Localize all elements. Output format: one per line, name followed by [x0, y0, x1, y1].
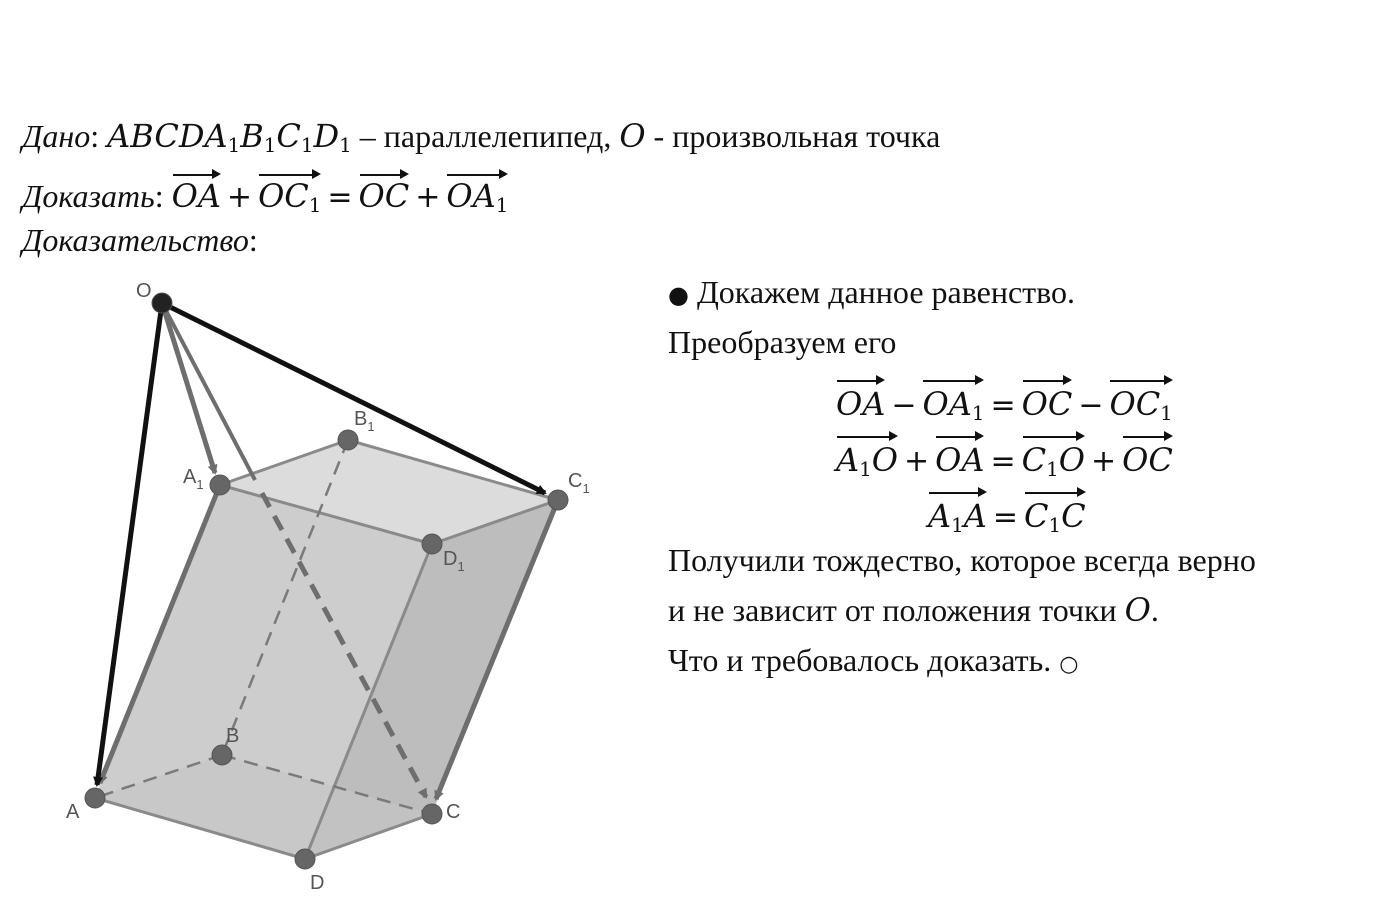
- step-5: [668, 640, 1078, 685]
- step-2-text: Преобразуем его: [668, 324, 897, 360]
- eq2-vec-C1O: $C_1O$: [1022, 432, 1085, 492]
- eq1-vec-OA1: $OA_1$: [922, 376, 984, 436]
- minus-sign: −: [891, 388, 917, 423]
- end-mark-icon: ○: [1059, 652, 1079, 677]
- given-colon: :: [90, 118, 100, 154]
- label-B1: $B_1$: [354, 408, 375, 434]
- vector-OC1: $OC_1$: [258, 170, 321, 226]
- label-A1: $A_1$: [183, 466, 204, 492]
- plus-sign: +: [903, 444, 930, 479]
- step-4-point: O: [1124, 591, 1151, 629]
- plus-sign: +: [415, 180, 441, 215]
- label-D1: $D_1$: [443, 548, 465, 574]
- eq1-vec-OC1: $OC_1$: [1109, 376, 1172, 436]
- proof-label-line: [22, 220, 258, 260]
- eq3-vec-C1C: $C_1C$: [1024, 488, 1086, 548]
- eq2-vec-A1O: $A_1O$: [836, 432, 898, 492]
- step-1: [668, 272, 1075, 315]
- step-3-text: Получили тождество, которое всегда верно: [668, 542, 1256, 578]
- equation-1: [836, 376, 1173, 436]
- equals-sign: =: [992, 500, 1018, 535]
- step-4: [668, 590, 1159, 630]
- step-1-text: Докажем данное равенство.: [696, 274, 1076, 310]
- equals-sign: =: [327, 180, 353, 215]
- prove-line: [22, 170, 508, 226]
- equals-sign: =: [990, 444, 1016, 479]
- prove-colon: :: [154, 178, 164, 214]
- eq3-vec-A1A: $A_1A$: [928, 488, 987, 548]
- equation-2: [836, 432, 1173, 492]
- vector-OC: OC: [359, 170, 410, 216]
- eq2-vec-OC: OC: [1122, 432, 1173, 482]
- proof-label: Доказательство: [22, 222, 249, 258]
- given-figure: $ABCDA_1B_1C_1D_1$: [107, 117, 352, 157]
- given-label: Дано: [22, 118, 91, 154]
- plus-sign: +: [1090, 444, 1117, 479]
- given-line: [22, 116, 940, 166]
- eq2-vec-OA: OA: [935, 432, 984, 482]
- vector-OA1: $OA_1$: [446, 170, 508, 226]
- given-text: – параллелепипед,: [351, 118, 620, 154]
- minus-sign: −: [1078, 388, 1104, 423]
- step-4-dot: .: [1150, 592, 1159, 628]
- step-5-text: Что и требовалось доказать.: [668, 642, 1060, 678]
- label-B: B: [226, 725, 240, 747]
- proof-colon: :: [248, 222, 258, 258]
- plus-sign: +: [226, 180, 253, 215]
- label-A: A: [66, 801, 80, 823]
- bullet-icon: ●: [668, 281, 689, 309]
- label-D: D: [310, 872, 325, 894]
- vector-OA: OA: [172, 170, 221, 216]
- parallelepiped-figure: [0, 275, 640, 895]
- equation-3: [928, 488, 1086, 548]
- label-C1: $C_1$: [568, 470, 590, 496]
- label-O: O: [136, 280, 152, 302]
- given-text2: - произвольная точка: [645, 118, 941, 154]
- given-point: O: [619, 117, 646, 155]
- eq1-vec-OC: OC: [1022, 376, 1073, 426]
- equals-sign: =: [990, 388, 1016, 423]
- step-4-text: и не зависит от положения точки: [668, 592, 1125, 628]
- eq1-vec-OA: OA: [836, 376, 885, 426]
- prove-label: Доказать: [22, 178, 155, 214]
- label-C: C: [446, 801, 461, 823]
- step-2: [668, 322, 896, 362]
- step-3: [668, 540, 1256, 580]
